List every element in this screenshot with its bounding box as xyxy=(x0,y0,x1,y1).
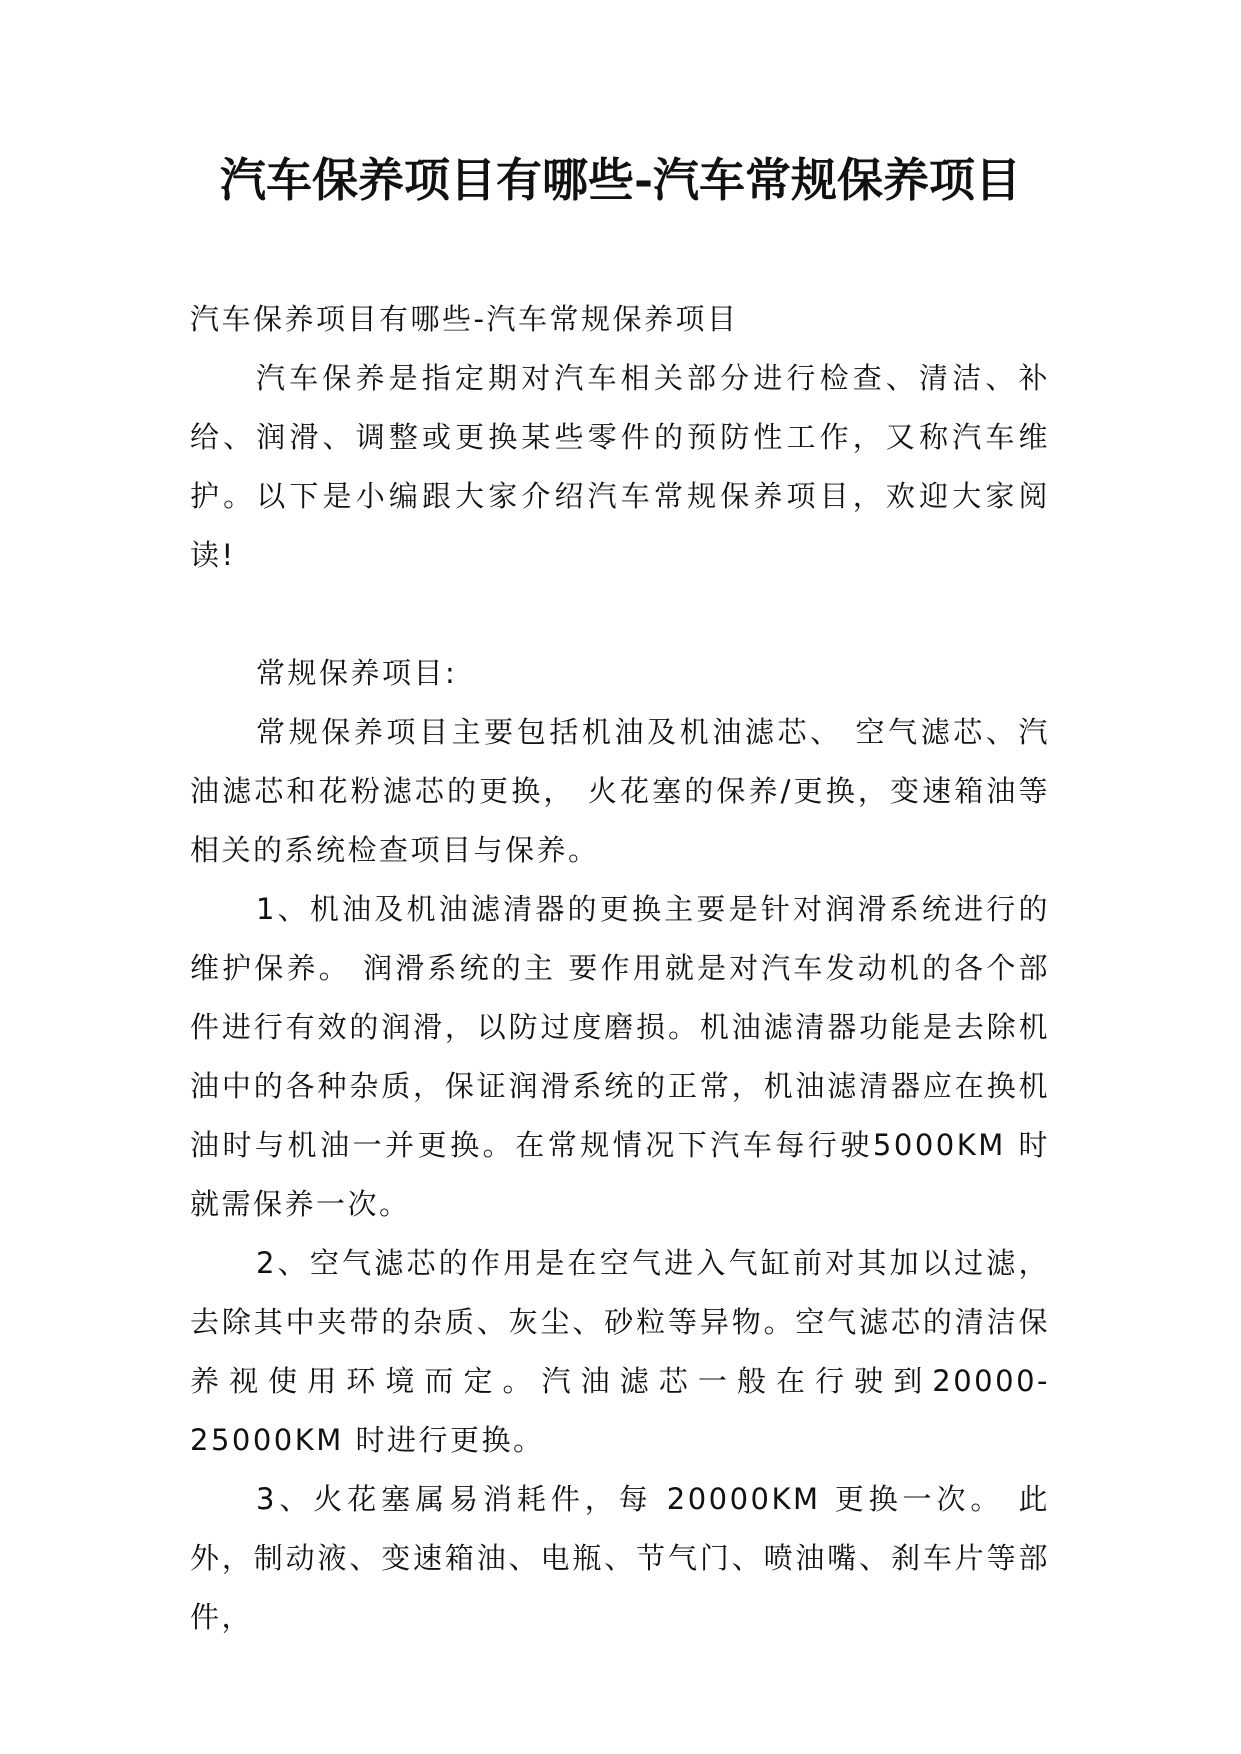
item-3-paragraph: 3、火花塞属易消耗件，每 20000KM 更换一次。 此外，制动液、变速箱油、电瓶、节气门、喷油嘴、刹车片等部件， xyxy=(190,1482,1050,1634)
document-body xyxy=(190,290,1050,1647)
item-2-paragraph: 2、空气滤芯的作用是在空气进入气缸前对其加以过滤，去除其中夹带的杂质、灰尘、砂粒等异物。空气滤芯的清洁保养视使用环境而定。汽油滤芯一般在行驶到20000-25000KM 时进行更换。 xyxy=(190,1246,1050,1457)
overview-paragraph: 常规保养项目主要包括机油及机油滤芯、 空气滤芯、汽油滤芯和花粉滤芯的更换， 火花塞的保养/更换，变速箱油等相关的系统检查项目与保养。 xyxy=(190,715,1050,867)
intro-paragraph: 汽车保养是指定期对汽车相关部分进行检查、清洁、补给、润滑、调整或更换某些零件的预防性工作，又称汽车维护。以下是小编跟大家介绍汽车常规保养项目，欢迎大家阅读! xyxy=(190,361,1050,572)
subtitle-paragraph: 汽车保养项目有哪些-汽车常规保养项目 xyxy=(190,302,739,336)
item-1-paragraph: 1、机油及机油滤清器的更换主要是针对润滑系统进行的维护保养。 润滑系统的主 要作用就是对汽车发动机的各个部件进行有效的润滑，以防过度磨损。机油滤清器功能是去除机油中的各种杂质，保证润滑系统的正常，机油滤清器应在换机油时与机油一并更换。在常规情况下汽车每行驶5000KM 时就需保养一次。 xyxy=(190,892,1050,1221)
paragraph-spacer xyxy=(190,585,1050,644)
section-heading: 常规保养项目: xyxy=(256,656,458,690)
document-title: 汽车保养项目有哪些-汽车常规保养项目 xyxy=(219,153,1022,207)
